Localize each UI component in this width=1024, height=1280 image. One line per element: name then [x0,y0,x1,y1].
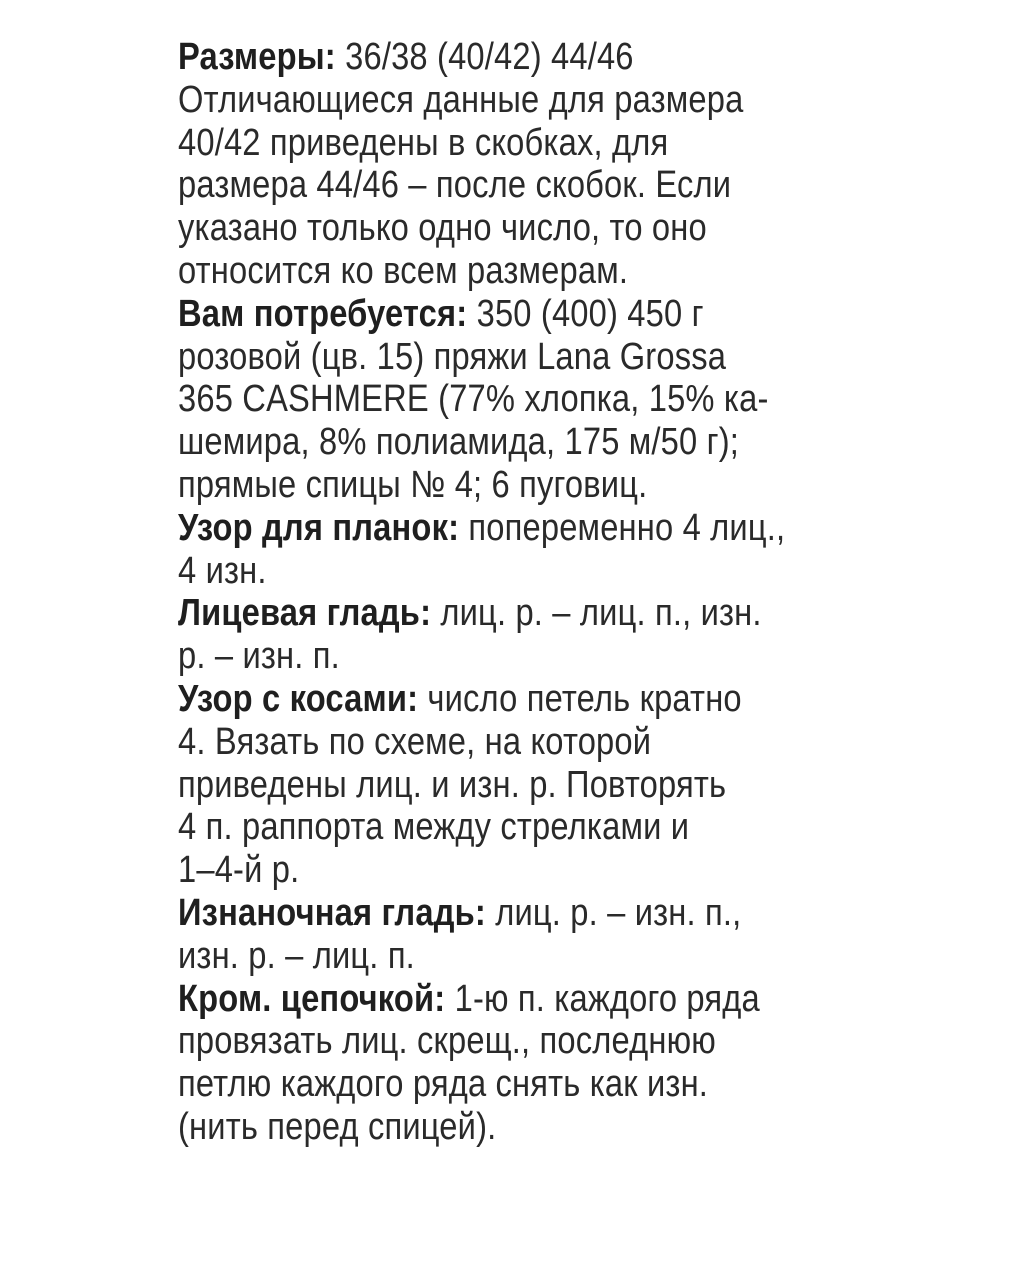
stockinette-text: р. – изн. п. [178,635,340,678]
sizes-text: размера 44/46 – после скобок. Если [178,164,732,207]
selvage-text: петлю каждого ряда снять как изн. [178,1063,709,1106]
reverse-stockinette-line-1 [178,892,858,935]
band-pattern-text: 4 изн. [178,549,267,592]
sizes-text: 40/42 приведены в скобках, для [178,121,669,164]
selvage-line-1 [178,978,858,1021]
sizes-text: относится ко всем размерам. [178,249,629,292]
materials-line-5 [178,464,858,507]
cable-pattern-text: число петель кратно [427,677,742,720]
materials-line-1 [178,293,858,336]
cable-pattern-line-3 [178,764,858,807]
stockinette-line-1 [178,592,858,635]
materials-text: шемира, 8% полиамида, 175 м/50 г); [178,421,740,464]
cable-pattern-text: 4 п. раппорта между стрелками и [178,806,690,849]
sizes-text: указано только одно число, то оно [178,207,707,250]
sizes-line-3 [178,122,858,165]
cable-pattern-line-2 [178,721,858,764]
materials-text: прямые спицы № 4; 6 пуговиц. [178,463,648,506]
cable-pattern-text: приведены лиц. и изн. р. Повторять [178,763,727,806]
selvage-line-3 [178,1063,858,1106]
materials-text: 350 (400) 450 г [476,292,704,335]
materials-line-4 [178,421,858,464]
selvage-text: 1-ю п. каждого ряда [454,977,760,1020]
band-pattern-line-1 [178,507,858,550]
cable-pattern-line-4 [178,806,858,849]
cable-pattern-text: 1–4-й р. [178,849,300,892]
reverse-stockinette-text: изн. р. – лиц. п. [178,934,415,977]
materials-text: 365 CASHMERE (77% хлопка, 15% ка- [178,378,769,421]
band-pattern-text: попеременно 4 лиц., [468,506,786,549]
sizes-text: 36/38 (40/42) 44/46 [345,36,634,78]
materials-heading: Вам потребуется: [178,292,468,335]
sizes-line-1 [178,36,858,79]
knitting-instructions [178,36,858,1149]
stockinette-heading: Лицевая гладь: [178,592,432,635]
band-pattern-line-2 [178,550,858,593]
selvage-line-2 [178,1020,858,1063]
materials-text: розовой (цв. 15) пряжи Lana Grossa [178,335,727,378]
stockinette-text: лиц. р. – лиц. п., изн. [440,592,762,635]
selvage-text: (нить перед спицей). [178,1105,497,1148]
sizes-line-4 [178,164,858,207]
sizes-line-6 [178,250,858,293]
reverse-stockinette-heading: Изнаночная гладь: [178,891,486,934]
selvage-line-4 [178,1106,858,1149]
cable-pattern-heading: Узор с косами: [178,677,419,720]
reverse-stockinette-text: лиц. р. – изн. п., [495,891,742,934]
band-pattern-heading: Узор для планок: [178,506,460,549]
stockinette-line-2 [178,635,858,678]
cable-pattern-text: 4. Вязать по схеме, на которой [178,720,652,763]
cable-pattern-line-1 [178,678,858,721]
reverse-stockinette-line-2 [178,935,858,978]
materials-line-2 [178,336,858,379]
materials-line-3 [178,378,858,421]
sizes-line-2 [178,79,858,122]
cable-pattern-line-5 [178,849,858,892]
sizes-heading: Размеры: [178,36,336,78]
selvage-heading: Кром. цепочкой: [178,977,446,1020]
sizes-line-5 [178,207,858,250]
selvage-text: провязать лиц. скрещ., последнюю [178,1020,716,1063]
sizes-text: Отличающиеся данные для размера [178,78,744,121]
